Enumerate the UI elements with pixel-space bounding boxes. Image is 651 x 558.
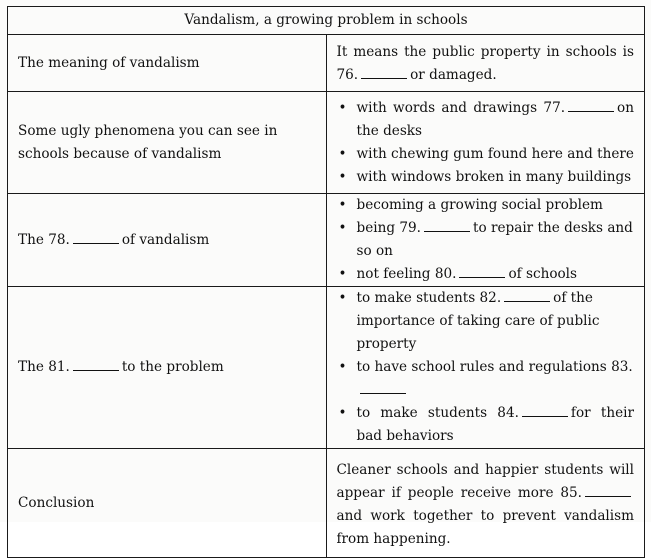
list-item: • becoming a growing social problem [337,194,635,217]
list-item: • to have school rules and regulations 83. [337,356,635,402]
list-item: • to make students 82. of the importance of taking care of public property [337,287,635,356]
answer-blank-80[interactable] [459,263,505,278]
list-item: • with windows broken in many buildings [337,166,635,189]
answer-blank-82[interactable] [504,287,550,302]
table-row [8,35,645,92]
list-item: • not feeling 80. of schools [337,263,635,286]
bullet-icon: • [338,99,347,116]
answer-blank-78[interactable] [73,229,119,244]
row-content [326,287,645,449]
row-label: Conclusion [8,449,327,558]
answer-blank-77[interactable] [568,97,614,112]
vandalism-table [7,6,645,558]
bullet-icon: • [338,405,347,421]
answer-blank-79[interactable] [424,217,470,232]
answer-blank-81[interactable] [73,356,119,371]
row-content [326,92,645,194]
bullet-icon: • [338,145,347,162]
table-row [8,449,645,558]
answer-blank-84[interactable] [522,402,568,417]
bullet-icon: • [338,220,347,236]
bullet-icon: • [338,168,347,185]
answer-blank-76[interactable] [361,64,407,79]
table-title: Vandalism, a growing problem in schools [8,7,645,35]
table-row [8,194,645,287]
list-item: • with words and drawings 77. on the desks [337,97,635,143]
row-label: The 81. to the problem [8,287,327,449]
table-row [8,287,645,449]
list-item: • to make students 84. for their bad behaviors [337,402,635,448]
bullet-icon: • [338,359,347,375]
answer-blank-85[interactable] [585,482,631,497]
row-content [326,194,645,287]
row-content: It means the public property in schools is 76. or damaged. [326,35,645,92]
table-row [8,92,645,194]
bullet-icon: • [338,290,347,306]
list-item: • being 79. to repair the desks and so on [337,217,635,263]
row-label: The meaning of vandalism [8,35,327,92]
bullet-icon: • [338,197,347,213]
answer-blank-83[interactable] [360,379,406,394]
row-label: Some ugly phenomena you can see in schools because of vandalism [8,92,327,194]
list-item: • with chewing gum found here and there [337,143,635,166]
row-label: The 78. of vandalism [8,194,327,287]
row-content: Cleaner schools and happier students will appear if people receive more 85.and work together to prevent vandalism from happening. [326,449,645,558]
bullet-icon: • [338,266,347,282]
